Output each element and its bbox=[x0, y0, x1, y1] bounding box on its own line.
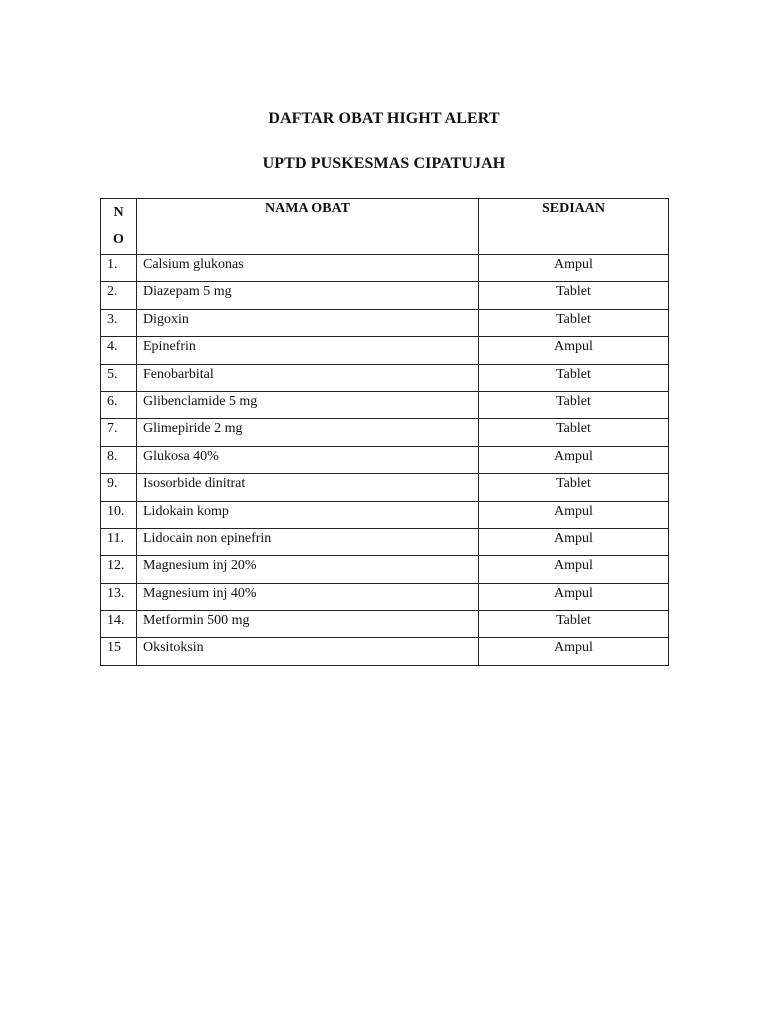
dosage-form-cell-text: Tablet bbox=[556, 366, 591, 382]
header-no bbox=[101, 199, 137, 255]
drug-name-cell bbox=[137, 528, 479, 555]
dosage-form-cell-text: Tablet bbox=[556, 311, 591, 327]
drug-name-cell bbox=[137, 419, 479, 446]
drug-name-cell bbox=[137, 337, 479, 364]
drug-name-cell bbox=[137, 282, 479, 309]
dosage-form-cell bbox=[479, 474, 669, 501]
row-number-cell bbox=[101, 282, 137, 309]
header-no-line2: O bbox=[113, 232, 124, 247]
dosage-form-cell bbox=[479, 638, 669, 665]
drug-name-cell-text: Fenobarbital bbox=[143, 366, 214, 382]
row-number-cell bbox=[101, 474, 137, 501]
row-number-cell-text: 1. bbox=[107, 257, 118, 272]
drug-name-cell-text: Digoxin bbox=[143, 311, 189, 327]
drug-name-cell-text: Epinefrin bbox=[143, 339, 196, 355]
dosage-form-cell-text: Tablet bbox=[556, 476, 591, 492]
drug-name-cell bbox=[137, 255, 479, 282]
dosage-form-cell bbox=[479, 501, 669, 528]
row-number-cell bbox=[101, 446, 137, 473]
document-subtitle: UPTD PUSKESMAS CIPATUJAH bbox=[262, 155, 506, 172]
table-row bbox=[101, 583, 669, 610]
drug-name-cell-text: Isosorbide dinitrat bbox=[143, 476, 246, 492]
dosage-form-cell bbox=[479, 337, 669, 364]
row-number-cell bbox=[101, 528, 137, 555]
row-number-cell bbox=[101, 583, 137, 610]
dosage-form-cell-text: Tablet bbox=[556, 393, 591, 409]
row-number-cell-text: 2. bbox=[107, 284, 118, 300]
dosage-form-cell-text: Ampul bbox=[554, 640, 593, 656]
header-sediaan: SEDIAAN bbox=[479, 199, 669, 255]
table-header-row bbox=[101, 199, 669, 255]
dosage-form-cell-text: Ampul bbox=[554, 257, 593, 272]
table-row bbox=[101, 528, 669, 555]
document-title: DAFTAR OBAT HIGHT ALERT bbox=[268, 110, 500, 127]
table-header bbox=[101, 199, 669, 255]
table-row bbox=[101, 255, 669, 282]
drug-name-cell bbox=[137, 556, 479, 583]
row-number-cell bbox=[101, 364, 137, 391]
row-number-cell-text: 5. bbox=[107, 366, 118, 382]
drug-table bbox=[100, 198, 669, 666]
row-number-cell-text: 10. bbox=[107, 503, 125, 519]
dosage-form-cell-text: Tablet bbox=[556, 613, 591, 629]
row-number-cell-text: 9. bbox=[107, 476, 118, 492]
row-number-cell bbox=[101, 309, 137, 336]
row-number-cell bbox=[101, 501, 137, 528]
drug-name-cell bbox=[137, 309, 479, 336]
drug-name-cell-text: Metformin 500 mg bbox=[143, 613, 250, 629]
table-body bbox=[101, 255, 669, 666]
table-row bbox=[101, 474, 669, 501]
drug-name-cell-text: Lidocain non epinefrin bbox=[143, 530, 272, 546]
drug-name-cell bbox=[137, 446, 479, 473]
row-number-cell-text: 13. bbox=[107, 585, 125, 601]
row-number-cell-text: 6. bbox=[107, 393, 118, 409]
drug-name-cell bbox=[137, 364, 479, 391]
table-row bbox=[101, 638, 669, 665]
drug-name-cell-text: Glibenclamide 5 mg bbox=[143, 393, 258, 409]
drug-name-cell bbox=[137, 638, 479, 665]
row-number-cell-text: 7. bbox=[107, 421, 118, 437]
dosage-form-cell-text: Ampul bbox=[554, 448, 593, 464]
drug-name-cell-text: Calsium glukonas bbox=[143, 257, 244, 272]
row-number-cell bbox=[101, 255, 137, 282]
dosage-form-cell-text: Ampul bbox=[554, 339, 593, 355]
dosage-form-cell-text: Tablet bbox=[556, 421, 591, 437]
row-number-cell-text: 14. bbox=[107, 613, 125, 629]
row-number-cell-text: 11. bbox=[107, 530, 124, 546]
drug-name-cell-text: Diazepam 5 mg bbox=[143, 284, 232, 300]
header-nama-obat: NAMA OBAT bbox=[137, 199, 479, 255]
row-number-cell bbox=[101, 638, 137, 665]
drug-name-cell-text: Glimepiride 2 mg bbox=[143, 421, 243, 437]
dosage-form-cell-text: Tablet bbox=[556, 284, 591, 300]
table-row bbox=[101, 309, 669, 336]
table-row bbox=[101, 556, 669, 583]
row-number-cell-text: 12. bbox=[107, 558, 125, 574]
table-row bbox=[101, 282, 669, 309]
row-number-cell-text: 4. bbox=[107, 339, 118, 355]
row-number-cell-text: 8. bbox=[107, 448, 118, 464]
row-number-cell-text: 3. bbox=[107, 311, 118, 327]
dosage-form-cell bbox=[479, 391, 669, 418]
header-no-line1: N bbox=[113, 205, 124, 220]
row-number-cell bbox=[101, 611, 137, 638]
dosage-form-cell bbox=[479, 309, 669, 336]
dosage-form-cell bbox=[479, 583, 669, 610]
table-row bbox=[101, 446, 669, 473]
drug-name-cell-text: Magnesium inj 20% bbox=[143, 558, 257, 574]
drug-name-cell bbox=[137, 611, 479, 638]
dosage-form-cell bbox=[479, 556, 669, 583]
row-number-cell bbox=[101, 419, 137, 446]
dosage-form-cell bbox=[479, 255, 669, 282]
drug-name-cell bbox=[137, 474, 479, 501]
dosage-form-cell-text: Ampul bbox=[554, 585, 593, 601]
dosage-form-cell bbox=[479, 419, 669, 446]
dosage-form-cell-text: Ampul bbox=[554, 503, 593, 519]
drug-name-cell-text: Lidokain komp bbox=[143, 503, 229, 519]
row-number-cell bbox=[101, 391, 137, 418]
dosage-form-cell-text: Ampul bbox=[554, 530, 593, 546]
table-row bbox=[101, 611, 669, 638]
row-number-cell bbox=[101, 556, 137, 583]
dosage-form-cell bbox=[479, 446, 669, 473]
drug-name-cell bbox=[137, 501, 479, 528]
table-row bbox=[101, 337, 669, 364]
drug-name-cell-text: Magnesium inj 40% bbox=[143, 585, 257, 601]
row-number-cell-text: 15 bbox=[107, 640, 121, 656]
drug-name-cell bbox=[137, 583, 479, 610]
table-row bbox=[101, 501, 669, 528]
table-row bbox=[101, 391, 669, 418]
drug-name-cell bbox=[137, 391, 479, 418]
dosage-form-cell bbox=[479, 528, 669, 555]
dosage-form-cell bbox=[479, 364, 669, 391]
row-number-cell bbox=[101, 337, 137, 364]
dosage-form-cell bbox=[479, 282, 669, 309]
dosage-form-cell-text: Ampul bbox=[554, 558, 593, 574]
table-row bbox=[101, 364, 669, 391]
table-row bbox=[101, 419, 669, 446]
dosage-form-cell bbox=[479, 611, 669, 638]
drug-name-cell-text: Glukosa 40% bbox=[143, 448, 219, 464]
drug-name-cell-text: Oksitoksin bbox=[143, 640, 204, 656]
